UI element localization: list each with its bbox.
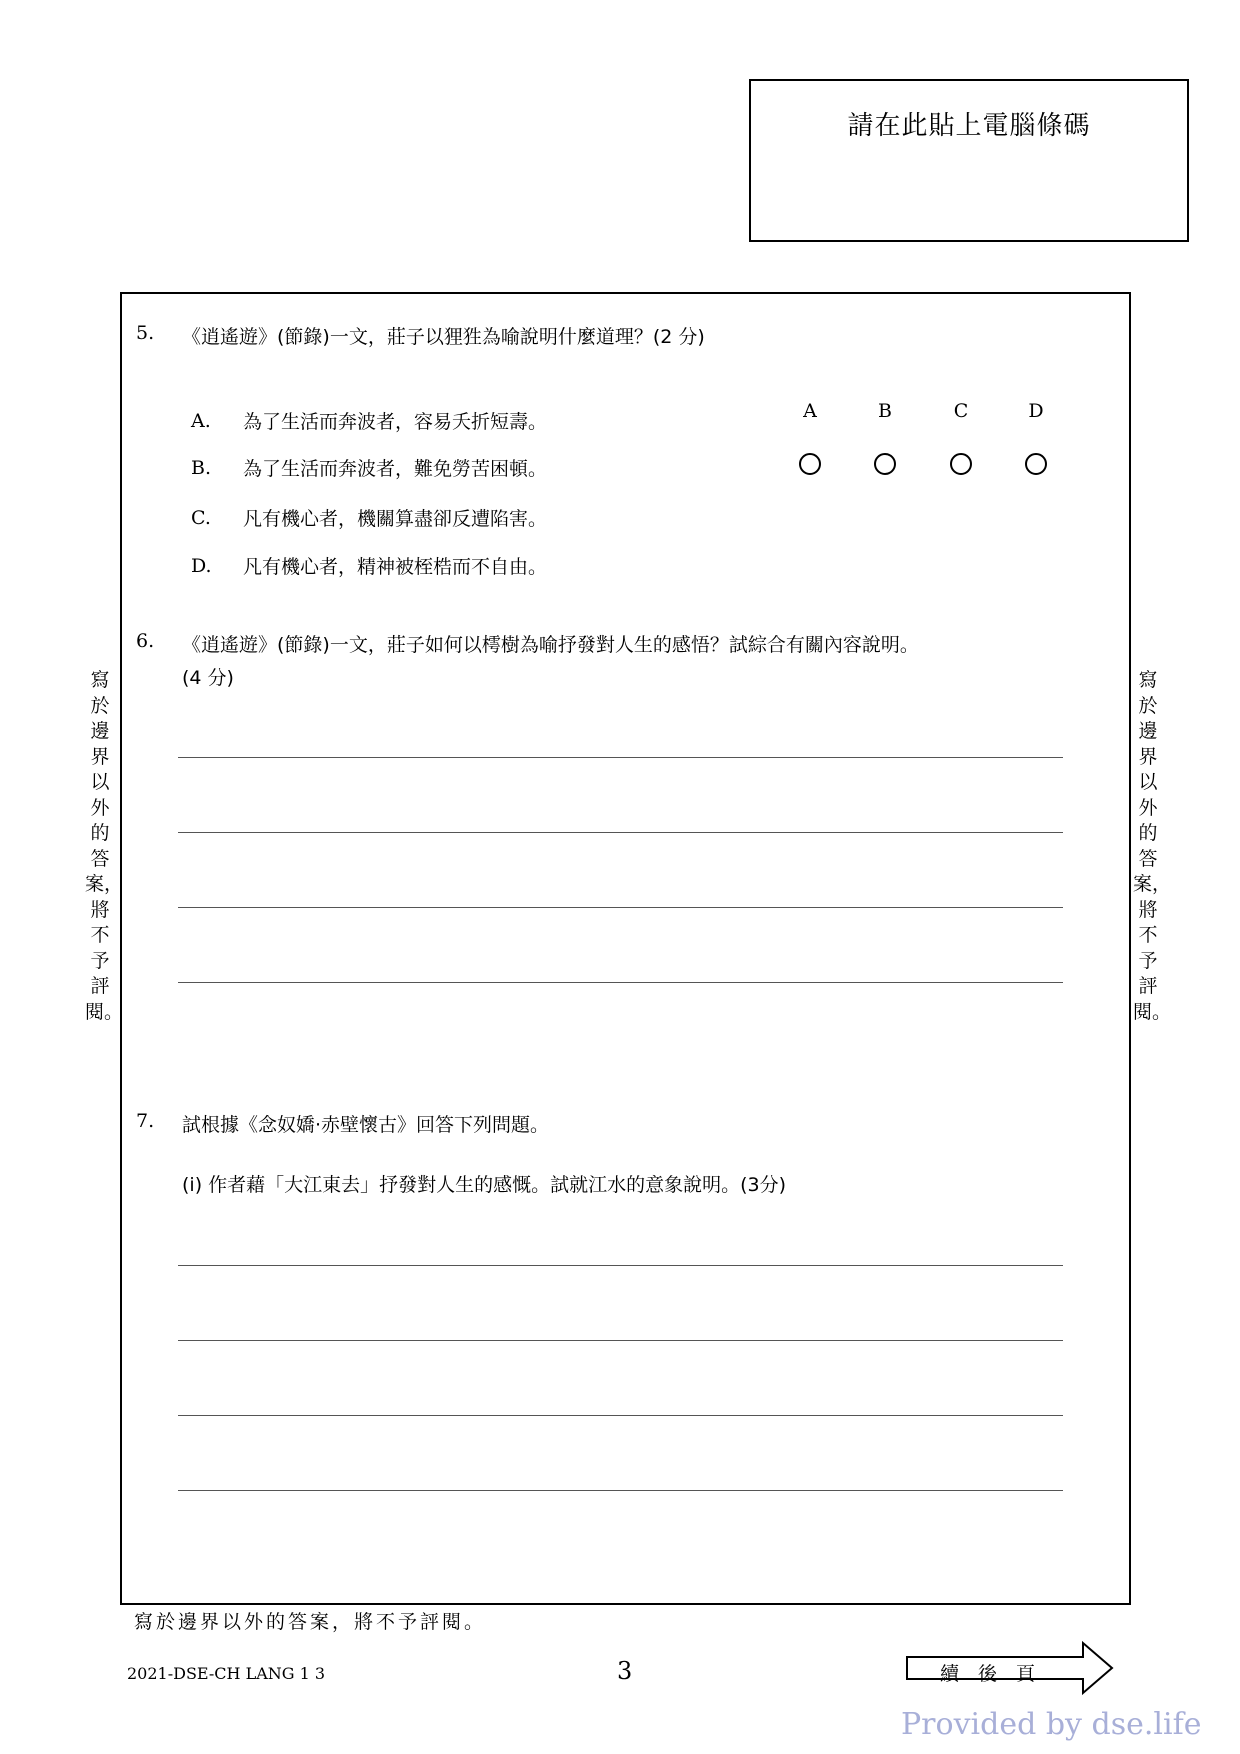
choice-label-c: C [953,400,969,422]
q5-option-a-letter: A. [191,410,211,432]
answer-line[interactable] [178,1340,1063,1341]
barcode-label: 請在此貼上電腦條碼 [847,111,1091,141]
q5-text: 《逍遙遊》(節錄)一文，莊子以狸狌為喻說明什麼道理？(2 分) [182,326,705,348]
answer-line[interactable] [178,832,1063,833]
q7-text: 試根據《念奴嬌‧赤壁懷古》回答下列問題。 [182,1114,550,1136]
q5-option-b-letter: B. [191,457,212,479]
q5-option-c-letter: C. [191,507,211,529]
answer-line[interactable] [178,1415,1063,1416]
answer-line[interactable] [178,907,1063,908]
answer-frame [120,292,1131,1605]
q7-sub-i-text: (i) 作者藉「大江東去」抒發對人生的感慨。試就江水的意象說明。(3分) [182,1174,787,1196]
q7-number: 7. [136,1110,155,1132]
answer-line[interactable] [178,1265,1063,1266]
answer-bubble-c[interactable] [950,453,972,475]
answer-bubble-b[interactable] [874,453,896,475]
answer-bubble-a[interactable] [799,453,821,475]
q6-text: 《逍遙遊》(節錄)一文，莊子如何以樗樹為喻抒發對人生的感悟？試綜合有關內容說明。 [182,634,919,656]
q6-marks: (4 分) [182,667,234,689]
page-number: 3 [617,1657,633,1685]
left-margin-note: 寫於邊界以外的答案，將不予評閱。 [85,669,124,1023]
q5-option-a-text: 為了生活而奔波者，容易夭折短壽。 [243,411,548,433]
answer-line[interactable] [178,1490,1063,1491]
choice-label-d: D [1028,400,1044,422]
choice-label-a: A [803,400,817,422]
barcode-box [749,79,1189,242]
footer-warning: 寫於邊界以外的答案，將不予評閱。 [134,1611,487,1633]
choice-label-b: B [878,400,892,422]
q5-option-b-text: 為了生活而奔波者，難免勞苦困頓。 [243,458,548,480]
provided-by-watermark: Provided by dse.life [901,1707,1202,1742]
q5-option-c-text: 凡有機心者，機關算盡卻反遭陷害。 [243,508,548,530]
right-margin-note: 寫於邊界以外的答案，將不予評閱。 [1133,669,1172,1023]
answer-line[interactable] [178,757,1063,758]
answer-bubble-d[interactable] [1025,453,1047,475]
answer-line[interactable] [178,982,1063,983]
continue-label: 續 後 頁 [940,1663,1036,1685]
q5-option-d-letter: D. [191,555,212,577]
q5-option-d-text: 凡有機心者，精神被桎梏而不自由。 [243,556,548,578]
q6-number: 6. [136,630,155,652]
q5-number: 5. [136,322,155,344]
paper-code: 2021-DSE-CH LANG 1 3 [127,1664,326,1683]
